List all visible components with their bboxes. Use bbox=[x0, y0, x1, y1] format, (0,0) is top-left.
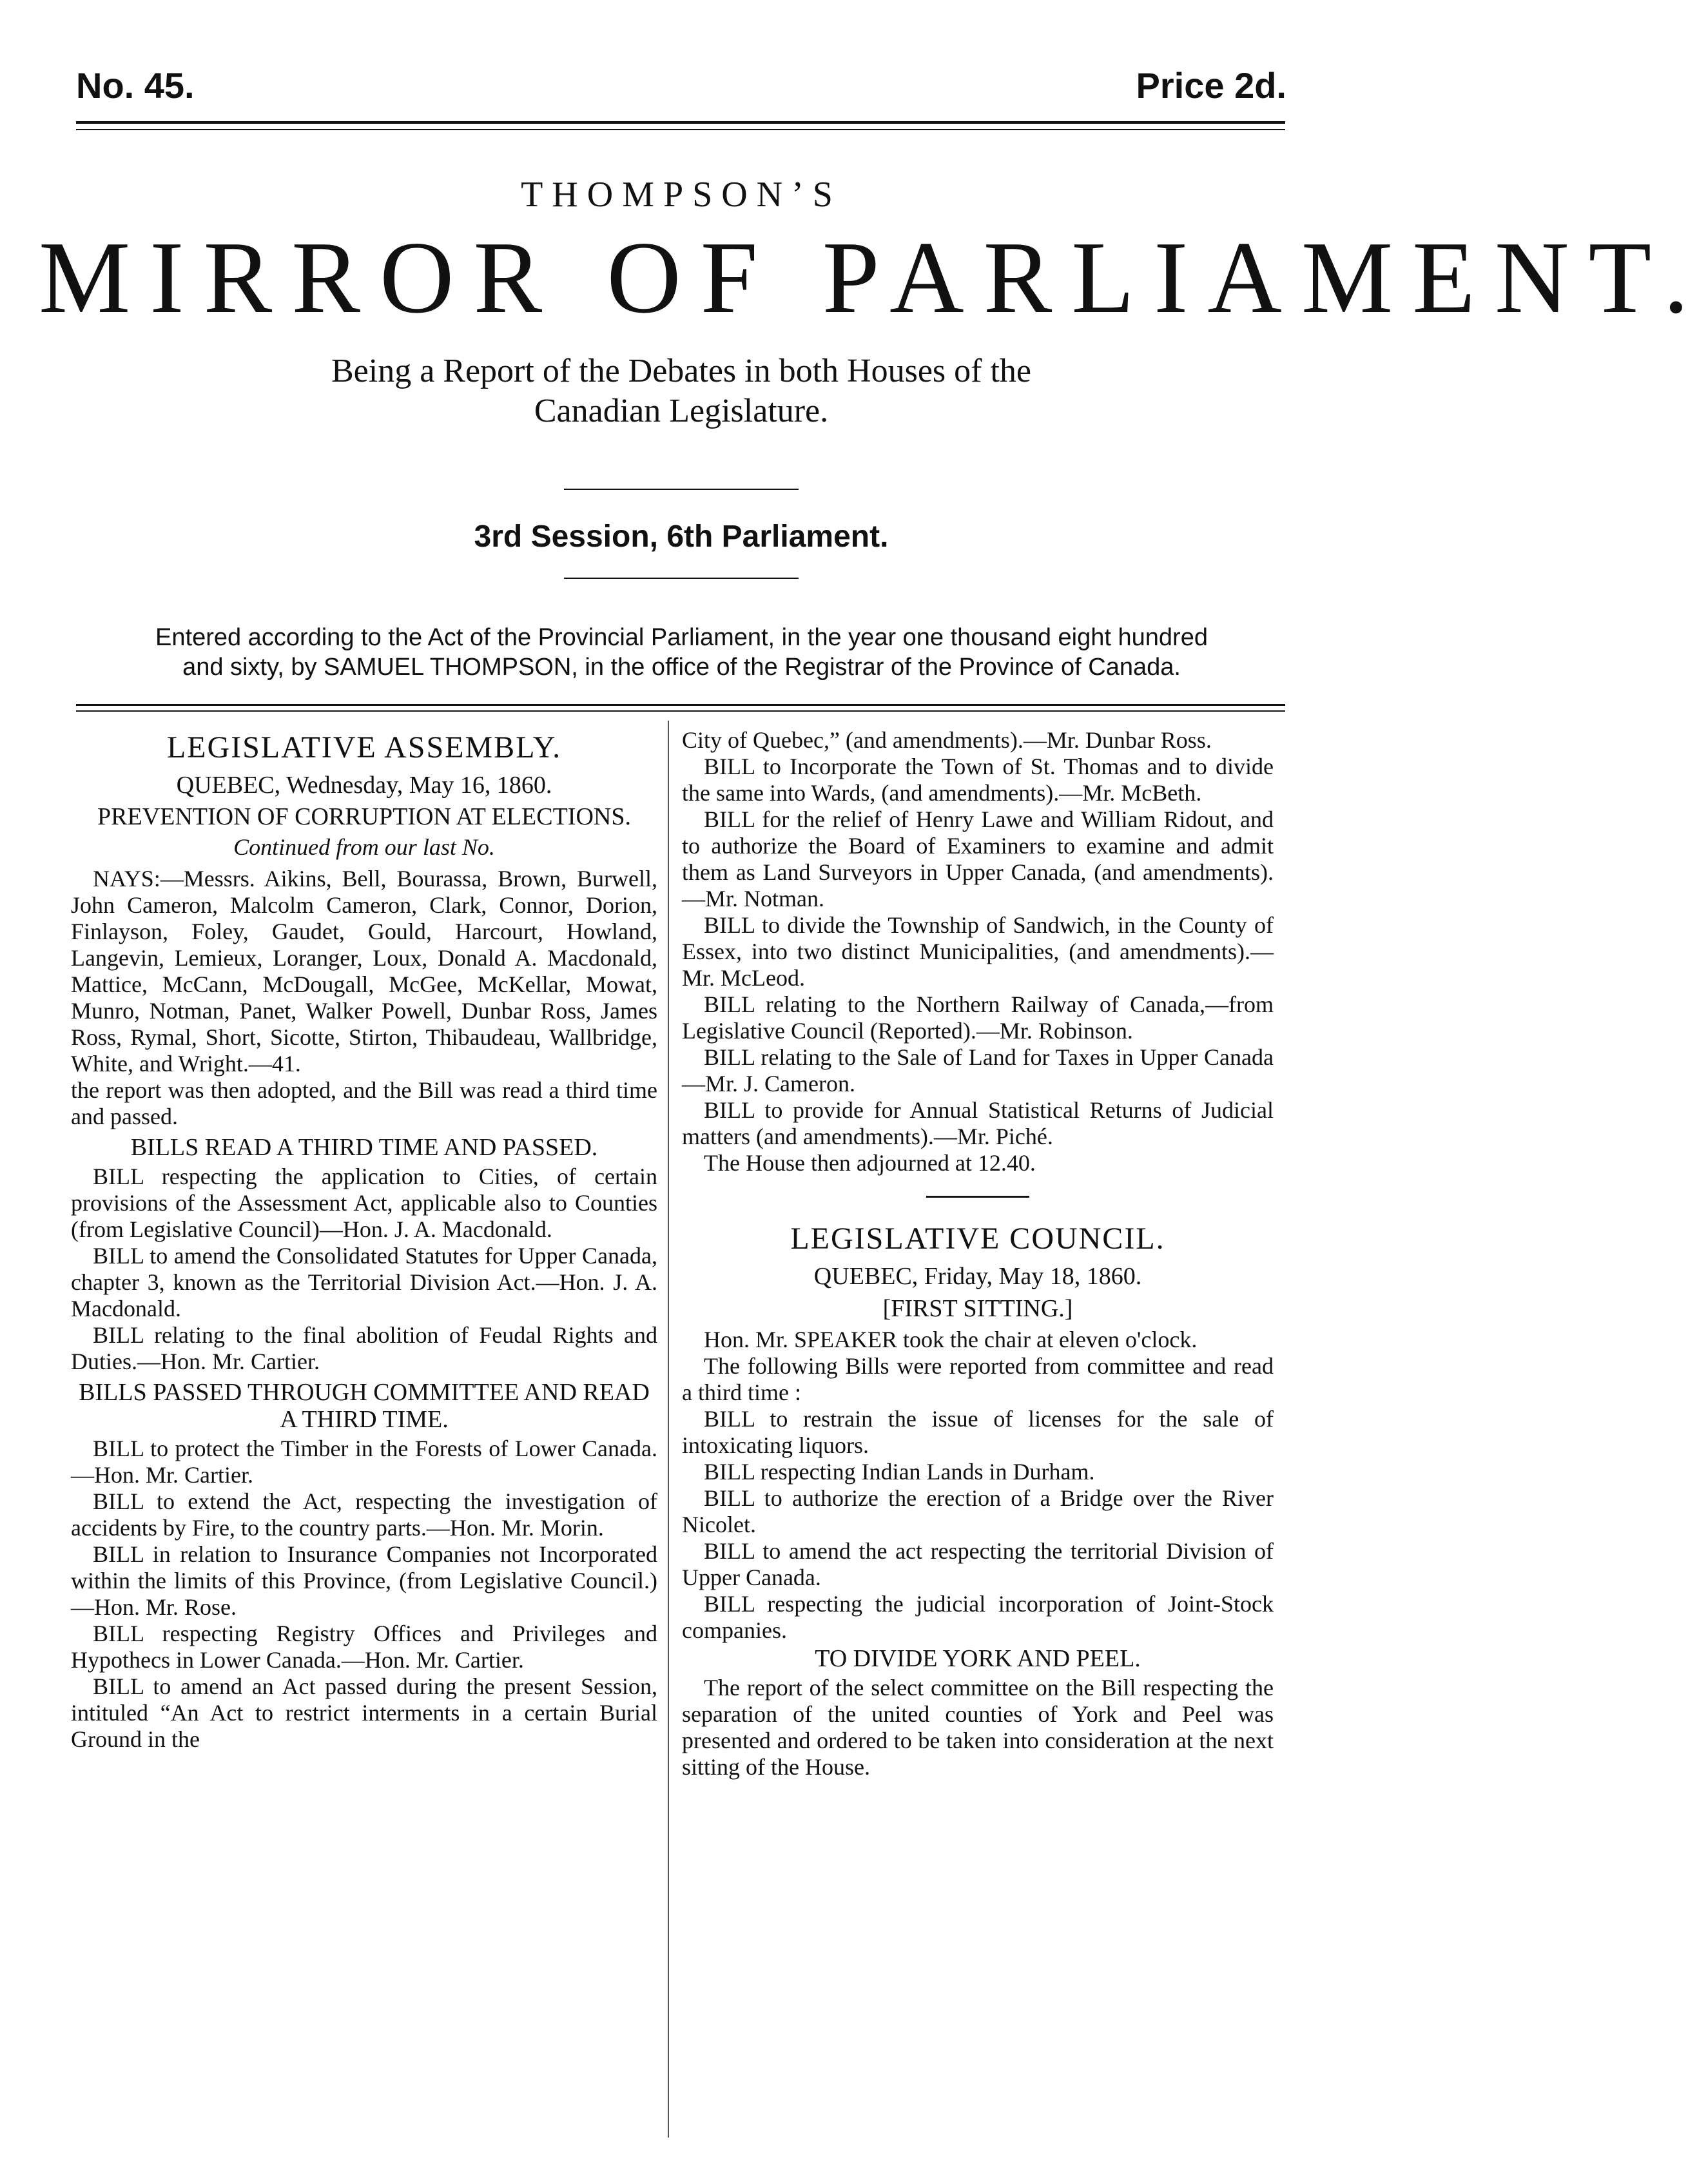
subtitle-line-1: Being a Report of the Debates in both Houses of the bbox=[331, 353, 1031, 389]
right-column bbox=[682, 727, 1274, 1780]
council-bill-item: BILL to restrain the issue of licenses for the sale of intoxicating liquors. bbox=[682, 1406, 1274, 1458]
columns-rule-bottom bbox=[76, 710, 1285, 712]
bill-item: BILL respecting Registry Offices and Privileges and Hypothecs in Lower Canada.—Hon. Mr. Cartier. bbox=[71, 1621, 657, 1673]
issue-price: Price 2d. bbox=[1136, 65, 1286, 106]
adjournment: The House then adjourned at 12.40. bbox=[704, 1150, 1036, 1176]
subtitle-line-2: Canadian Legislature. bbox=[534, 393, 829, 429]
bill-item: BILL to amend the Consolidated Statutes for Upper Canada, chapter 3, known as the Territorial Division Act.—Hon. J. A. Macdonald. bbox=[71, 1243, 657, 1321]
nays-list: NAYS:—Messrs. Aikins, Bell, Bourassa, Brown, Burwell, John Cameron, Malcolm Cameron, Clark, Connor, Dorion, Finlayson, Foley, Gaudet, Gould, Harcourt, Howland, Langevin, Lemieux, Loranger, Loux, Donald A. Macdonald, Mattice, McCann, McDougall, McGee, McKellar, Mowat, Munro, Notman, Panet, Walker Powell, Dunbar Ross, James Ross, Rymal, Short, Sicotte, Stirton, Thibaudeau, Wallbridge, White, and Wright.—41. bbox=[71, 866, 657, 1077]
issue-number: No. 45. bbox=[76, 65, 195, 106]
council-bill-item: BILL to amend the act respecting the territorial Division of Upper Canada. bbox=[682, 1538, 1274, 1590]
header-rule-top bbox=[76, 121, 1285, 124]
columns-rule-top bbox=[76, 704, 1285, 706]
divider-session-top bbox=[564, 489, 799, 490]
bill-item: BILL for the relief of Henry Lawe and William Ridout, and to authorize the Board of Examiners to examine and admit them as Land Surveyors in Upper Canada, (and amendments).—Mr. Notman. bbox=[682, 806, 1274, 911]
york-peel-heading: TO DIVIDE YORK AND PEEL. bbox=[815, 1645, 1141, 1672]
council-bill-item: BILL to authorize the erection of a Bridge over the River Nicolet. bbox=[682, 1485, 1274, 1537]
section-third-reading: BILLS READ A THIRD TIME AND PASSED. bbox=[130, 1134, 598, 1161]
bill-item: BILL in relation to Insurance Companies not Incorporated within the limits of this Province, (from Legislative Council.)—Hon. Mr. Rose. bbox=[71, 1541, 657, 1620]
column-divider bbox=[668, 721, 669, 2138]
copyright-notice bbox=[77, 623, 1286, 682]
bill-item: BILL relating to the Northern Railway of Canada,—from Legislative Council (Reported).—Mr. Robinson. bbox=[682, 991, 1274, 1044]
bill-item: BILL to extend the Act, respecting the investigation of accidents by Fire, to the country parts.—Hon. Mr. Morin. bbox=[71, 1488, 657, 1541]
report-adopted: the report was then adopted, and the Bill was read a third time and passed. bbox=[71, 1077, 657, 1129]
divider-session-bottom bbox=[564, 578, 799, 579]
bill-item: BILL to protect the Timber in the Forests of Lower Canada.—Hon. Mr. Cartier. bbox=[71, 1436, 657, 1488]
header-rule-bottom bbox=[76, 129, 1285, 130]
bill-item: BILL to provide for Annual Statistical Returns of Judicial matters (and amendments).—Mr. Piché. bbox=[682, 1097, 1274, 1149]
committee-intro: The following Bills were reported from committee and read a third time : bbox=[682, 1353, 1274, 1405]
council-heading: LEGISLATIVE COUNCIL. bbox=[790, 1222, 1165, 1256]
york-peel-report: The report of the select committee on the Bill respecting the separation of the united counties of York and Peel was presented and ordered to be taken into consideration at the next sitting of the House. bbox=[682, 1675, 1274, 1780]
council-bill-item: BILL respecting Indian Lands in Durham. bbox=[704, 1459, 1095, 1485]
sitting-label: [FIRST SITTING.] bbox=[882, 1295, 1073, 1322]
council-dateline: QUEBEC, Friday, May 18, 1860. bbox=[813, 1263, 1142, 1290]
bill-item: BILL to divide the Township of Sandwich, in the County of Essex, into two distinct Municipalities, (and amendments).—Mr. McLeod. bbox=[682, 912, 1274, 991]
bill-continuation: City of Quebec,” (and amendments).—Mr. Dunbar Ross. bbox=[682, 727, 1212, 753]
masthead-kicker: THOMPSON’S bbox=[521, 175, 842, 215]
topic-heading: PREVENTION OF CORRUPTION AT ELECTIONS. bbox=[97, 803, 631, 830]
copyright-line-2: and sixty, by SAMUEL THOMPSON, in the office of the Registrar of the Province of Canada. bbox=[182, 654, 1181, 681]
speaker-note: Hon. Mr. SPEAKER took the chair at eleven o'clock. bbox=[704, 1327, 1198, 1352]
copyright-line-1: Entered according to the Act of the Provincial Parliament, in the year one thousand eight hundred bbox=[155, 624, 1208, 651]
session-label: 3rd Session, 6th Parliament. bbox=[474, 520, 889, 554]
masthead-subtitle bbox=[193, 351, 1169, 431]
section-committee: BILLS PASSED THROUGH COMMITTEE AND READ A THIRD TIME. bbox=[79, 1379, 650, 1433]
bill-item: BILL to amend an Act passed during the present Session, intituled “An Act to restrict interments in a certain Burial Ground in the bbox=[71, 1673, 657, 1752]
bill-item: BILL respecting the application to Cities, of certain provisions of the Assessment Act, applicable also to Counties (from Legislative Council)—Hon. J. A. Macdonald. bbox=[71, 1164, 657, 1242]
assembly-heading: LEGISLATIVE ASSEMBLY. bbox=[166, 730, 562, 765]
left-column bbox=[71, 727, 657, 1753]
continued-note: Continued from our last No. bbox=[233, 834, 495, 860]
section-divider bbox=[926, 1196, 1029, 1198]
council-bill-item: BILL respecting the judicial incorporation of Joint-Stock companies. bbox=[682, 1591, 1274, 1643]
assembly-dateline: QUEBEC, Wednesday, May 16, 1860. bbox=[176, 772, 552, 799]
bill-item: BILL to Incorporate the Town of St. Thomas and to divide the same into Wards, (and amendments).—Mr. McBeth. bbox=[682, 754, 1274, 806]
bill-item: BILL relating to the Sale of Land for Taxes in Upper Canada—Mr. J. Cameron. bbox=[682, 1044, 1274, 1097]
masthead-title: MIRROR OF PARLIAMENT. bbox=[39, 220, 1708, 335]
bill-item: BILL relating to the final abolition of Feudal Rights and Duties.—Hon. Mr. Cartier. bbox=[71, 1322, 657, 1374]
